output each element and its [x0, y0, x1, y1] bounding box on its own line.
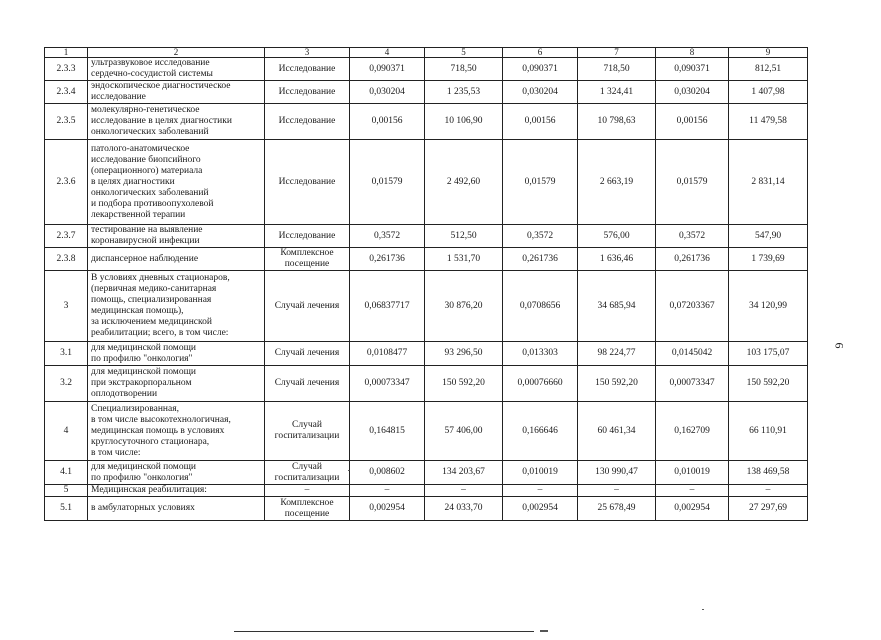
value-col-8: – [656, 485, 729, 497]
value-col-8: 0,030204 [656, 81, 729, 104]
value-col-4: – [350, 485, 425, 497]
value-col-8: 0,010019 [656, 461, 729, 485]
row-number: 2.3.3 [45, 58, 88, 81]
row-unit: Исследование [265, 140, 350, 225]
row-name: Специализированная, в том числе высокотехнологичная, медицинская помощь в условиях круглосуточного стационара, в том числе: [88, 402, 265, 461]
value-col-6: 0,3572 [503, 225, 578, 248]
value-col-6: 0,002954 [503, 497, 578, 521]
value-col-5: 2 492,60 [425, 140, 503, 225]
value-col-9: 1 739,69 [729, 248, 808, 271]
row-unit: Случай госпитализации [265, 402, 350, 461]
row-name: для медицинской помощи по профилю "онкология" [88, 461, 265, 485]
table-row [45, 461, 808, 485]
table-row [45, 58, 808, 81]
value-col-7: 718,50 [578, 58, 656, 81]
row-name: В условиях дневных стационаров, (первичная медико-санитарная помощь, специализированная медицинская помощь), за исключением медицинской реабилитации; всего, в том числе: [88, 271, 265, 342]
value-col-5: 718,50 [425, 58, 503, 81]
value-col-5: 150 592,20 [425, 366, 503, 402]
col-header: 8 [656, 48, 729, 58]
value-col-7: 25 678,49 [578, 497, 656, 521]
value-col-4: 0,002954 [350, 497, 425, 521]
value-col-7: 2 663,19 [578, 140, 656, 225]
row-name: диспансерное наблюдение [88, 248, 265, 271]
value-col-8: 0,00156 [656, 104, 729, 140]
value-col-6: 0,013303 [503, 342, 578, 366]
value-col-5: 57 406,00 [425, 402, 503, 461]
value-col-8: 0,07203367 [656, 271, 729, 342]
value-col-6: 0,261736 [503, 248, 578, 271]
value-col-7: 130 990,47 [578, 461, 656, 485]
value-col-9: – [729, 485, 808, 497]
value-col-4: 0,164815 [350, 402, 425, 461]
row-unit: Исследование [265, 58, 350, 81]
table-row [45, 140, 808, 225]
value-col-7: 98 224,77 [578, 342, 656, 366]
value-col-9: 103 175,07 [729, 342, 808, 366]
table-row [45, 271, 808, 342]
value-col-5: 134 203,67 [425, 461, 503, 485]
value-col-5: 1 531,70 [425, 248, 503, 271]
value-col-8: 0,3572 [656, 225, 729, 248]
row-unit: Случай госпитализации [265, 461, 350, 485]
row-unit: Случай лечения [265, 271, 350, 342]
col-header: 7 [578, 48, 656, 58]
row-number: 2.3.5 [45, 104, 88, 140]
value-col-8: 0,00073347 [656, 366, 729, 402]
col-header: 5 [425, 48, 503, 58]
row-name: тестирование на выявление коронавирусной инфекции [88, 225, 265, 248]
value-col-5: 24 033,70 [425, 497, 503, 521]
value-col-6: 0,01579 [503, 140, 578, 225]
value-col-9: 66 110,91 [729, 402, 808, 461]
value-col-6: 0,0708656 [503, 271, 578, 342]
row-name: молекулярно-генетическое исследование в целях диагностики онкологических заболеваний [88, 104, 265, 140]
column-number-row [45, 48, 808, 58]
value-col-6: 0,030204 [503, 81, 578, 104]
row-name: патолого-анатомическое исследование биопсийного (операционного) материала в целях диагностики онкологических заболеваний и подбора противоопухолевой лекарственной терапии [88, 140, 265, 225]
value-col-7: 150 592,20 [578, 366, 656, 402]
scan-speck [702, 609, 704, 610]
row-unit: Исследование [265, 81, 350, 104]
value-col-7: 576,00 [578, 225, 656, 248]
row-number: 2.3.7 [45, 225, 88, 248]
value-col-4: 0,090371 [350, 58, 425, 81]
row-name: для медицинской помощи при экстракорпоральном оплодотворении [88, 366, 265, 402]
value-col-6: 0,090371 [503, 58, 578, 81]
row-unit: Комплексное посещение [265, 248, 350, 271]
value-col-7: 1 636,46 [578, 248, 656, 271]
value-col-4: 0,06837717 [350, 271, 425, 342]
value-col-4: 0,00073347 [350, 366, 425, 402]
row-number: 2.3.4 [45, 81, 88, 104]
col-header: 6 [503, 48, 578, 58]
table-row [45, 485, 808, 497]
value-col-5: 512,50 [425, 225, 503, 248]
row-number: 5.1 [45, 497, 88, 521]
row-unit: Исследование [265, 104, 350, 140]
row-name: эндоскопическое диагностическое исследование [88, 81, 265, 104]
row-number: 5 [45, 485, 88, 497]
table-row [45, 497, 808, 521]
value-col-4: 0,00156 [350, 104, 425, 140]
col-header: 1 [45, 48, 88, 58]
table-row [45, 402, 808, 461]
col-header: 4 [350, 48, 425, 58]
value-col-6: 0,00156 [503, 104, 578, 140]
tariff-table [44, 47, 808, 521]
value-col-9: 812,51 [729, 58, 808, 81]
row-number: 4.1 [45, 461, 88, 485]
row-name: ультразвуковое исследование сердечно-сосудистой системы [88, 58, 265, 81]
row-number: 2.3.6 [45, 140, 88, 225]
value-col-8: 0,090371 [656, 58, 729, 81]
row-number: 3.1 [45, 342, 88, 366]
footer-mark [540, 630, 548, 632]
value-col-7: 1 324,41 [578, 81, 656, 104]
value-col-4: 0,0108477 [350, 342, 425, 366]
table-row [45, 248, 808, 271]
row-unit: Комплексное посещение [265, 497, 350, 521]
footer-rule [234, 631, 534, 632]
value-col-7: – [578, 485, 656, 497]
value-col-5: 30 876,20 [425, 271, 503, 342]
table-row [45, 342, 808, 366]
value-col-4: 0,261736 [350, 248, 425, 271]
value-col-7: 34 685,94 [578, 271, 656, 342]
row-number: 3 [45, 271, 88, 342]
value-col-7: 60 461,34 [578, 402, 656, 461]
value-col-5: 93 296,50 [425, 342, 503, 366]
row-number: 3.2 [45, 366, 88, 402]
row-number: 4 [45, 402, 88, 461]
value-col-4: 0,01579 [350, 140, 425, 225]
value-col-9: 27 297,69 [729, 497, 808, 521]
value-col-8: 0,01579 [656, 140, 729, 225]
value-col-6: 0,010019 [503, 461, 578, 485]
value-col-7: 10 798,63 [578, 104, 656, 140]
row-unit: Случай лечения [265, 366, 350, 402]
row-name: в амбулаторных условиях [88, 497, 265, 521]
row-name: для медицинской помощи по профилю "онкология" [88, 342, 265, 366]
value-col-5: 1 235,53 [425, 81, 503, 104]
value-col-4: 0,030204 [350, 81, 425, 104]
value-col-4: 0,3572 [350, 225, 425, 248]
value-col-8: 0,0145042 [656, 342, 729, 366]
table-row [45, 366, 808, 402]
value-col-6: 0,00076660 [503, 366, 578, 402]
row-unit: – [265, 485, 350, 497]
row-number: 2.3.8 [45, 248, 88, 271]
value-col-9: 150 592,20 [729, 366, 808, 402]
col-header: 3 [265, 48, 350, 58]
value-col-8: 0,002954 [656, 497, 729, 521]
row-unit: Исследование [265, 225, 350, 248]
value-col-9: 547,90 [729, 225, 808, 248]
value-col-9: 11 479,58 [729, 104, 808, 140]
value-col-6: – [503, 485, 578, 497]
value-col-4: 0,008602 [350, 461, 425, 485]
table-row [45, 225, 808, 248]
value-col-9: 34 120,99 [729, 271, 808, 342]
row-unit: Случай лечения [265, 342, 350, 366]
value-col-8: 0,162709 [656, 402, 729, 461]
value-col-8: 0,261736 [656, 248, 729, 271]
row-name: Медицинская реабилитация: [88, 485, 265, 497]
value-col-9: 2 831,14 [729, 140, 808, 225]
value-col-5: – [425, 485, 503, 497]
page-number: 6 [832, 342, 847, 349]
col-header: 2 [88, 48, 265, 58]
value-col-6: 0,166646 [503, 402, 578, 461]
value-col-9: 1 407,98 [729, 81, 808, 104]
col-header: 9 [729, 48, 808, 58]
value-col-9: 138 469,58 [729, 461, 808, 485]
table-row [45, 81, 808, 104]
table-row [45, 104, 808, 140]
scan-speck [348, 470, 350, 471]
value-col-5: 10 106,90 [425, 104, 503, 140]
